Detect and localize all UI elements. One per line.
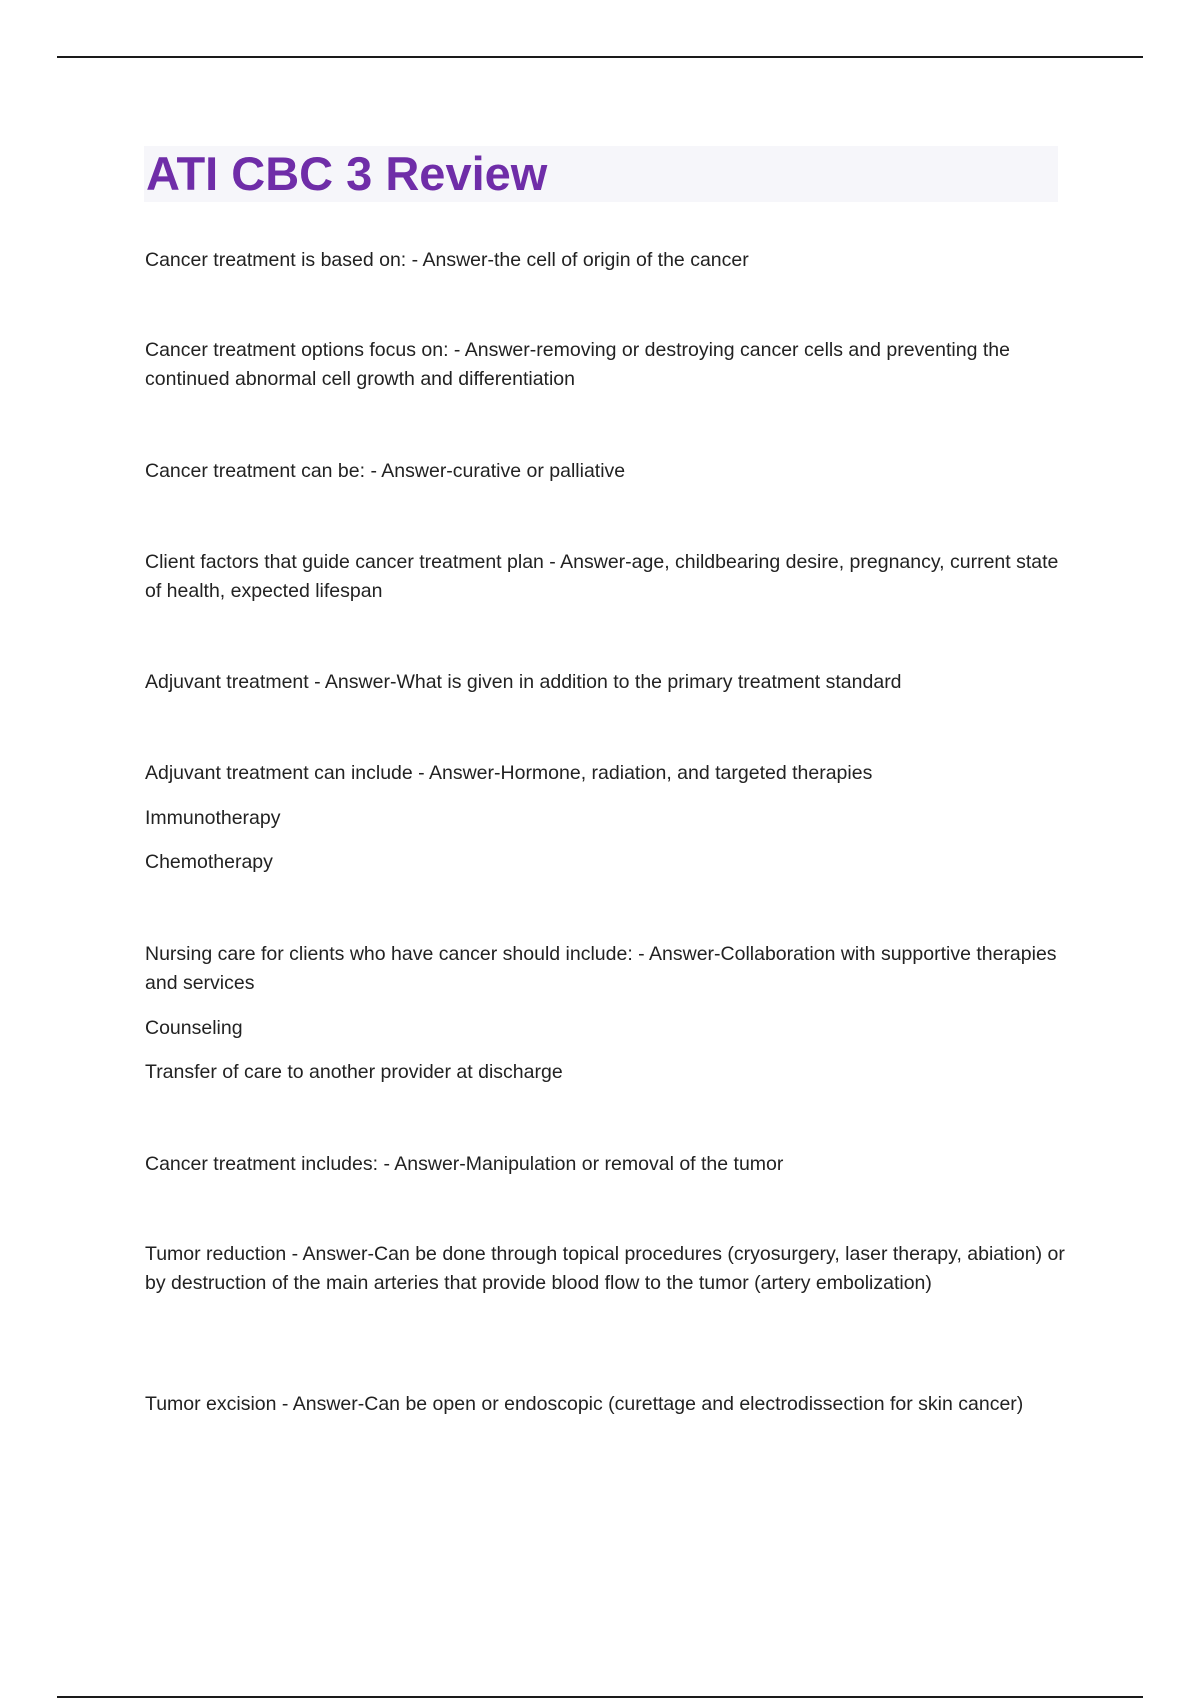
bottom-rule xyxy=(57,1696,1143,1698)
qa-entry xyxy=(145,759,1065,877)
qa-entry xyxy=(145,548,1065,606)
qa-text: Cancer treatment is based on: - Answer-the cell of origin of the cancer xyxy=(145,249,749,271)
qa-entry xyxy=(145,668,1065,697)
qa-text: Cancer treatment can be: - Answer-curative or palliative xyxy=(145,460,626,482)
qa-entry xyxy=(145,1240,1065,1298)
document-title: ATI CBC 3 Review xyxy=(146,147,548,200)
qa-extra-line: Immunotherapy xyxy=(145,807,281,829)
top-rule xyxy=(57,56,1143,58)
qa-text: Tumor reduction - Answer-Can be done through topical procedures (cryosurgery, laser therapy, abiation) or by destruction of the main arteries that provide blood flow to the tumor (artery embolization) xyxy=(145,1243,1065,1294)
qa-extra-line: Transfer of care to another provider at discharge xyxy=(145,1061,563,1083)
qa-entry xyxy=(145,246,1065,275)
qa-text: Adjuvant treatment can include - Answer-Hormone, radiation, and targeted therapies xyxy=(145,762,873,784)
qa-entry xyxy=(145,1390,1065,1419)
qa-text: Adjuvant treatment - Answer-What is given in addition to the primary treatment standard xyxy=(145,671,902,693)
qa-text: Cancer treatment includes: - Answer-Manipulation or removal of the tumor xyxy=(145,1153,784,1175)
qa-text: Tumor excision - Answer-Can be open or endoscopic (curettage and electrodissection for skin cancer) xyxy=(145,1393,1024,1415)
qa-text: Client factors that guide cancer treatment plan - Answer-age, childbearing desire, pregnancy, current state of health, expected lifespan xyxy=(145,551,1059,602)
qa-extra-line: Chemotherapy xyxy=(145,851,273,873)
qa-text: Cancer treatment options focus on: - Answer-removing or destroying cancer cells and preventing the continued abnormal cell growth and differentiation xyxy=(145,339,1010,390)
qa-text: Nursing care for clients who have cancer should include: - Answer-Collaboration with supportive therapies and services xyxy=(145,943,1057,994)
qa-entry xyxy=(145,1150,1065,1179)
title-banner xyxy=(144,146,1058,202)
qa-entry xyxy=(145,940,1065,1087)
qa-entry xyxy=(145,457,1065,486)
qa-extra-line: Counseling xyxy=(145,1017,243,1039)
qa-entry xyxy=(145,336,1065,394)
